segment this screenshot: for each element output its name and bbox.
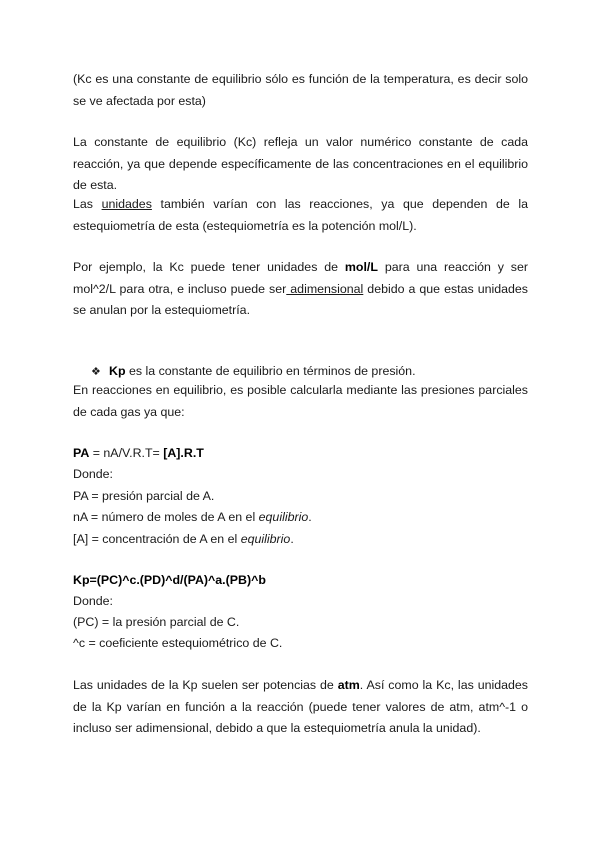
donde-label-2: Donde: <box>73 594 113 608</box>
equilibrio-italic: equilibrio <box>240 532 291 546</box>
kp-formula-bold: Kp=(PC)^c.(PD)^d/(PA)^a.(PB)^b <box>73 573 266 587</box>
paragraph-kc-temperature: (Kc es una constante de equilibrio sólo es función de la temperatura, es decir solo se ve afectada por esta) <box>73 72 528 108</box>
definition-pa: PA = presión parcial de A. <box>73 489 215 503</box>
atm-bold: atm <box>337 678 360 692</box>
definition-coefficient: ^c = coeficiente estequiométrico de C. <box>73 636 283 650</box>
adimensional-underlined: adimensional <box>286 281 364 296</box>
text: también varían con las reacciones, ya que dependen de la estequiometría de esta (estequiometría es la potención mol/L). <box>73 197 529 233</box>
text: . Así como la Kc, las unidades de la Kp varían en función a la reacción (puede tener valores de atm, atm^-1 o incluso ser adimensional, debido a que la estequiometría anula la unidad). <box>73 678 528 735</box>
text: Las unidades de la Kp suelen ser potencias de <box>73 678 338 692</box>
text: debido a que estas unidades se anulan por la estequiometría. <box>73 281 528 317</box>
mol-l-bold: mol/L <box>344 260 378 274</box>
text: nA = número de moles de A en el <box>73 510 259 524</box>
text: . <box>308 510 312 524</box>
units-underlined: unidades <box>101 197 152 211</box>
text: . <box>290 532 294 546</box>
paragraph-example <box>73 257 528 322</box>
text: para una reacción y ser mol^2/L para otra, e incluso puede ser <box>73 260 528 296</box>
paragraph-partial-pressures: En reacciones en equilibrio, es posible calcularla mediante las presiones parciales de cada gas ya que: <box>73 383 528 419</box>
art-bold: [A].R.T <box>163 446 204 460</box>
text: Por ejemplo, la Kc puede tener unidades de <box>73 260 345 274</box>
diamond-bullet-icon: ❖ <box>91 366 101 378</box>
text: [A] = concentración de A en el <box>73 532 241 546</box>
text: Las <box>73 197 102 211</box>
definition-na <box>73 507 312 529</box>
paragraph-kc-definition: La constante de equilibrio (Kc) refleja un valor numérico constante de cada reacción, ya que depende específicamente de las concentraciones en el equilibrio de esta. <box>73 135 528 192</box>
equilibrio-italic: equilibrio <box>258 510 309 524</box>
paragraph-units <box>73 194 528 237</box>
definition-pc: (PC) = la presión parcial de C. <box>73 615 240 629</box>
paragraph-kp-units <box>73 675 528 740</box>
formula-kp <box>73 570 266 592</box>
donde-label: Donde: <box>73 467 113 481</box>
kp-term: Kp <box>109 364 126 378</box>
formula-pa <box>73 443 204 465</box>
text: = nA/V.R.T= <box>89 446 164 460</box>
pa-bold: PA <box>73 446 90 460</box>
bullet-text: es la constante de equilibrio en términos de presión. <box>125 364 416 378</box>
definition-concentration <box>73 529 294 551</box>
